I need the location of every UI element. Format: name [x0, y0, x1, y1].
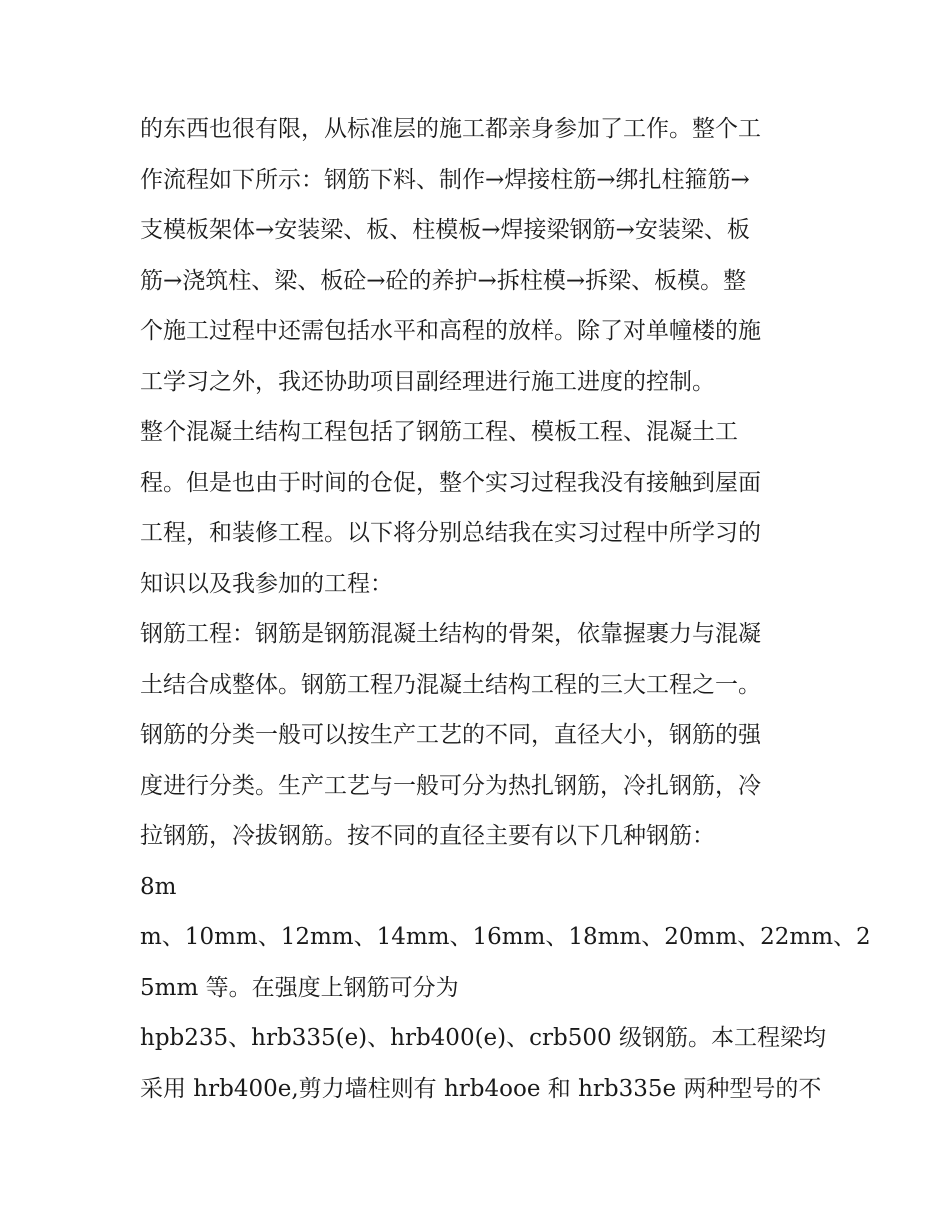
text-line: 支模板架体→安装梁、板、柱模板→焊接梁钢筋→安装梁、板 — [140, 217, 750, 243]
text-line: 5mm 等。在强度上钢筋可分为 — [140, 974, 459, 1001]
text-line: 采用 hrb400e,剪力墙柱则有 hrb4ooe 和 hrb335e 两种型号的不 — [140, 1075, 822, 1102]
text-line: 程。但是也由于时间的仓促，整个实习过程我没有接触到屋面 — [140, 469, 761, 496]
text-line: 钢筋的分类一般可以按生产工艺的不同，直径大小，钢筋的强 — [140, 722, 761, 748]
text-line: 拉钢筋，冷拔钢筋。按不同的直径主要有以下几种钢筋： — [140, 823, 715, 849]
text-line: 工程，和装修工程。以下将分别总结我在实习过程中所学习的 — [140, 520, 761, 546]
text-line: 个施工过程中还需包括水平和高程的放样。除了对单幢楼的施 — [140, 318, 761, 344]
text-line: 工学习之外，我还协助项目副经理进行施工进度的控制。 — [140, 368, 715, 395]
text-line: 筋→浇筑柱、梁、板砼→砼的养护→拆柱模→拆梁、板模。整 — [140, 267, 747, 294]
document-body — [140, 104, 871, 1114]
text-line: 土结合成整体。钢筋工程乃混凝土结构工程的三大工程之一。 — [140, 671, 761, 698]
text-line: 度进行分类。生产工艺与一般可分为热扎钢筋，冷扎钢筋，冷 — [140, 772, 761, 799]
text-line: 整个混凝土结构工程包括了钢筋工程、模板工程、混凝土工 — [140, 419, 738, 445]
text-line: 8m — [140, 873, 177, 900]
text-line: 的东西也很有限，从标准层的施工都亲身参加了工作。整个工 — [140, 116, 761, 142]
text-line: 作流程如下所示：钢筋下料、制作→焊接柱筋→绑扎柱箍筋→ — [140, 166, 750, 193]
text-line: 钢筋工程：钢筋是钢筋混凝土结构的骨架，依靠握裹力与混凝 — [140, 621, 761, 647]
text-line: m、10mm、12mm、14mm、16mm、18mm、20mm、22mm、2 — [140, 924, 871, 950]
text-line: 知识以及我参加的工程： — [140, 570, 393, 597]
text-line: hpb235、hrb335(e)、hrb400(e)、crb500 级钢筋。本工程梁均 — [140, 1025, 826, 1051]
